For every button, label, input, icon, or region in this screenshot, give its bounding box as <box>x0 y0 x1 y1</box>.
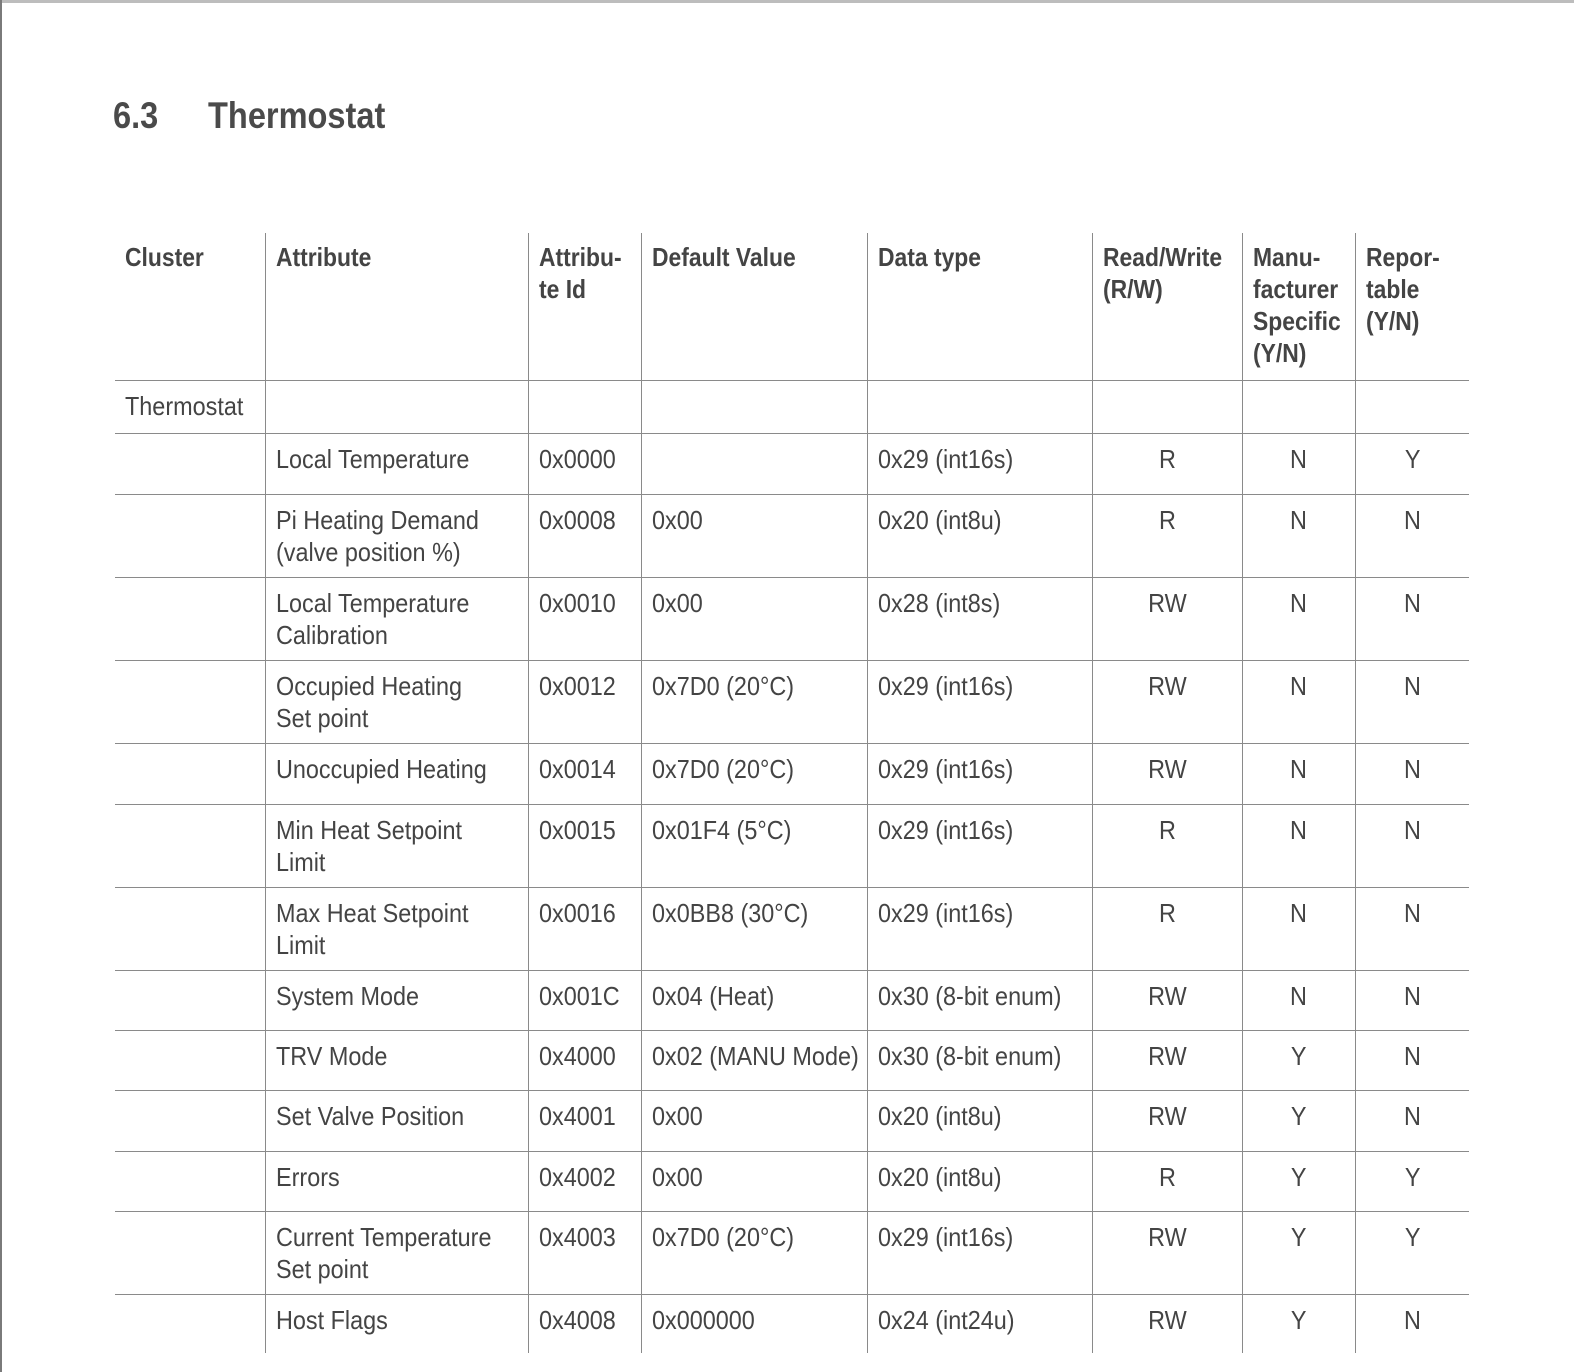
table-row <box>115 495 1469 578</box>
attribute-cell: Pi Heating Demand (valve position %) <box>265 495 528 578</box>
table-row <box>115 434 1469 495</box>
cluster-cell <box>115 971 265 1031</box>
default-value-cell: 0x0BB8 (30°C) <box>641 888 867 971</box>
data-type-cell: 0x20 (int8u) <box>867 1152 1092 1212</box>
default-value-cell: 0x00 <box>641 578 867 661</box>
reportable-cell: N <box>1355 744 1469 805</box>
attribute-cell: Min Heat Setpoint Limit <box>265 805 528 888</box>
cluster-cell <box>115 1152 265 1212</box>
manufacturer-specific-cell: N <box>1242 661 1355 744</box>
data-type-cell: 0x29 (int16s) <box>867 744 1092 805</box>
read-write-cell: R <box>1092 805 1242 888</box>
reportable-cell: Y <box>1355 434 1469 495</box>
cluster-cell <box>115 888 265 971</box>
attribute-cell: TRV Mode <box>265 1031 528 1091</box>
manufacturer-specific-cell: Y <box>1242 1212 1355 1295</box>
cluster-cell <box>115 1212 265 1295</box>
attribute-id-cell: 0x001C <box>528 971 641 1031</box>
cluster-cell <box>115 495 265 578</box>
cluster-name-cell: Thermostat <box>115 381 265 434</box>
read-write-cell: R <box>1092 434 1242 495</box>
manufacturer-specific-cell: N <box>1242 888 1355 971</box>
default-value-cell: 0x000000 <box>641 1295 867 1353</box>
cluster-cell <box>115 1295 265 1353</box>
read-write-cell: RW <box>1092 578 1242 661</box>
data-type-cell: 0x29 (int16s) <box>867 1212 1092 1295</box>
attribute-id-cell: 0x0008 <box>528 495 641 578</box>
attribute-cell: Unoccupied Heating <box>265 744 528 805</box>
default-value-cell: 0x7D0 (20°C) <box>641 1212 867 1295</box>
read-write-cell: RW <box>1092 1212 1242 1295</box>
manufacturer-specific-cell: N <box>1242 971 1355 1031</box>
cluster-cell <box>115 661 265 744</box>
attribute-cell: Local Temperature Calibration <box>265 578 528 661</box>
attribute-cell: System Mode <box>265 971 528 1031</box>
default-value-cell <box>641 434 867 495</box>
manufacturer-specific-cell: N <box>1242 495 1355 578</box>
attribute-cell: Max Heat Setpoint Limit <box>265 888 528 971</box>
reportable-cell: N <box>1355 888 1469 971</box>
data-type-cell: 0x30 (8-bit enum) <box>867 971 1092 1031</box>
data-type-cell: 0x29 (int16s) <box>867 661 1092 744</box>
cluster-cell <box>115 578 265 661</box>
read-write-cell: RW <box>1092 1295 1242 1353</box>
default-value-cell: 0x01F4 (5°C) <box>641 805 867 888</box>
cluster-cell <box>115 434 265 495</box>
table-header-row <box>115 233 1469 381</box>
manufacturer-specific-cell: Y <box>1242 1031 1355 1091</box>
manufacturer-specific-cell: N <box>1242 434 1355 495</box>
reportable-cell: Y <box>1355 1212 1469 1295</box>
header-manufacturer-specific: Manu- facturer Specific (Y/N) <box>1242 233 1355 381</box>
manufacturer-specific-cell: Y <box>1242 1091 1355 1152</box>
reportable-cell: N <box>1355 1031 1469 1091</box>
header-cluster: Cluster <box>115 233 265 381</box>
default-value-cell: 0x00 <box>641 1091 867 1152</box>
attribute-id-cell: 0x0014 <box>528 744 641 805</box>
reportable-cell: N <box>1355 1091 1469 1152</box>
attribute-cell: Set Valve Position <box>265 1091 528 1152</box>
data-type-cell: 0x24 (int24u) <box>867 1295 1092 1353</box>
data-type-cell: 0x29 (int16s) <box>867 805 1092 888</box>
thermostat-attribute-table <box>115 233 1469 1353</box>
read-write-cell: RW <box>1092 661 1242 744</box>
manufacturer-specific-cell: N <box>1242 805 1355 888</box>
attribute-id-cell: 0x0000 <box>528 434 641 495</box>
reportable-cell: N <box>1355 578 1469 661</box>
attribute-cell: Host Flags <box>265 1295 528 1353</box>
data-type-cell: 0x28 (int8s) <box>867 578 1092 661</box>
attribute-id-cell: 0x4001 <box>528 1091 641 1152</box>
default-value-cell: 0x7D0 (20°C) <box>641 744 867 805</box>
attribute-id-cell: 0x4008 <box>528 1295 641 1353</box>
table-row <box>115 1295 1469 1353</box>
attribute-id-cell: 0x0010 <box>528 578 641 661</box>
attribute-cell: Local Temperature <box>265 434 528 495</box>
data-type-cell: 0x29 (int16s) <box>867 888 1092 971</box>
attribute-cell: Errors <box>265 1152 528 1212</box>
read-write-cell: R <box>1092 495 1242 578</box>
table-row <box>115 661 1469 744</box>
reportable-cell: N <box>1355 1295 1469 1353</box>
attribute-id-cell: 0x4002 <box>528 1152 641 1212</box>
read-write-cell: RW <box>1092 971 1242 1031</box>
default-value-cell: 0x00 <box>641 1152 867 1212</box>
section-number: 6.3 <box>113 95 159 136</box>
default-value-cell: 0x00 <box>641 495 867 578</box>
table-row <box>115 971 1469 1031</box>
table-row <box>115 1031 1469 1091</box>
header-data-type: Data type <box>867 233 1092 381</box>
table-row <box>115 805 1469 888</box>
reportable-cell: N <box>1355 971 1469 1031</box>
attribute-id-cell: 0x0016 <box>528 888 641 971</box>
attribute-id-cell: 0x0012 <box>528 661 641 744</box>
cluster-cell <box>115 1091 265 1152</box>
page-top-edge <box>0 0 1574 3</box>
manufacturer-specific-cell: Y <box>1242 1152 1355 1212</box>
table-row <box>115 1152 1469 1212</box>
read-write-cell: RW <box>1092 744 1242 805</box>
table-row <box>115 1091 1469 1152</box>
cluster-cell <box>115 1031 265 1091</box>
data-type-cell: 0x20 (int8u) <box>867 1091 1092 1152</box>
read-write-cell: RW <box>1092 1031 1242 1091</box>
cluster-row <box>115 381 1469 434</box>
table-row <box>115 744 1469 805</box>
reportable-cell: N <box>1355 805 1469 888</box>
header-default-value: Default Value <box>641 233 867 381</box>
attribute-cell: Occupied Heating Set point <box>265 661 528 744</box>
section-heading <box>113 95 385 137</box>
manufacturer-specific-cell: N <box>1242 744 1355 805</box>
table-row <box>115 1212 1469 1295</box>
default-value-cell: 0x02 (MANU Mode) <box>641 1031 867 1091</box>
manufacturer-specific-cell: Y <box>1242 1295 1355 1353</box>
default-value-cell: 0x7D0 (20°C) <box>641 661 867 744</box>
data-type-cell: 0x30 (8-bit enum) <box>867 1031 1092 1091</box>
header-reportable: Repor- table (Y/N) <box>1355 233 1469 381</box>
read-write-cell: R <box>1092 888 1242 971</box>
attribute-cell: Current Temperature Set point <box>265 1212 528 1295</box>
table-row <box>115 578 1469 661</box>
attribute-id-cell: 0x0015 <box>528 805 641 888</box>
table-row <box>115 888 1469 971</box>
read-write-cell: R <box>1092 1152 1242 1212</box>
reportable-cell: N <box>1355 495 1469 578</box>
data-type-cell: 0x20 (int8u) <box>867 495 1092 578</box>
cluster-cell <box>115 744 265 805</box>
page-left-edge <box>0 0 2 1372</box>
attribute-id-cell: 0x4003 <box>528 1212 641 1295</box>
header-attribute: Attribute <box>265 233 528 381</box>
reportable-cell: N <box>1355 661 1469 744</box>
header-read-write: Read/Write (R/W) <box>1092 233 1242 381</box>
reportable-cell: Y <box>1355 1152 1469 1212</box>
attribute-id-cell: 0x4000 <box>528 1031 641 1091</box>
default-value-cell: 0x04 (Heat) <box>641 971 867 1031</box>
read-write-cell: RW <box>1092 1091 1242 1152</box>
cluster-cell <box>115 805 265 888</box>
manufacturer-specific-cell: N <box>1242 578 1355 661</box>
section-title: Thermostat <box>208 95 386 136</box>
header-attribute-id: Attribu- te Id <box>528 233 641 381</box>
data-type-cell: 0x29 (int16s) <box>867 434 1092 495</box>
